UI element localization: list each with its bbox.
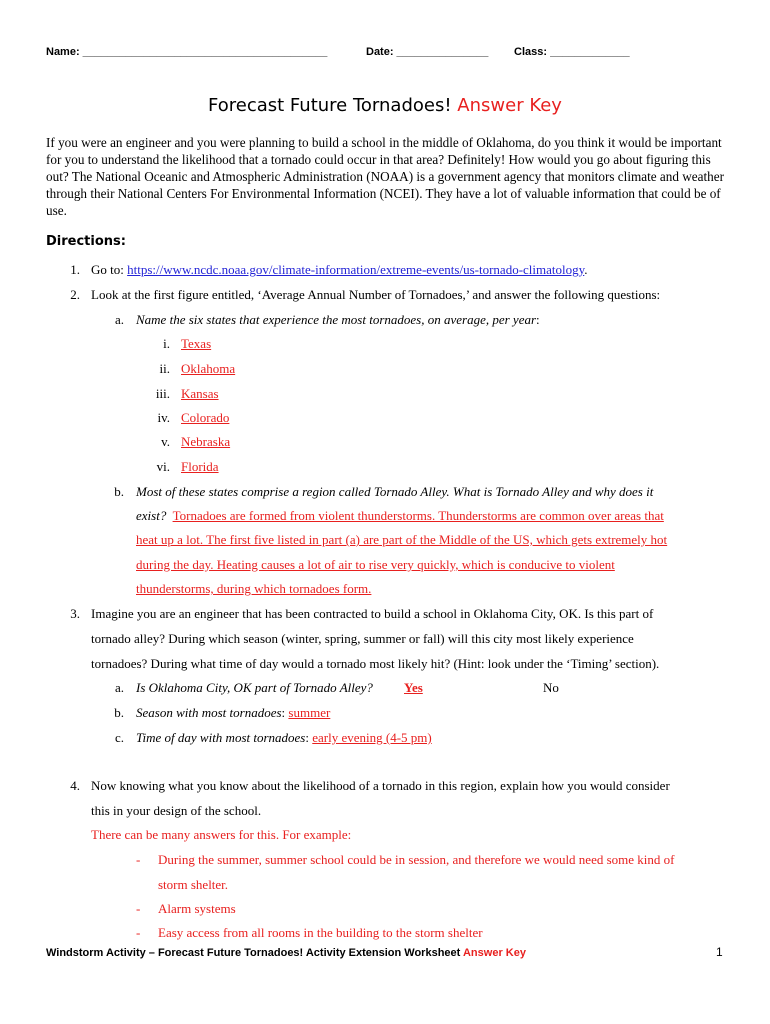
name-field-label: Name: ________________________________________: [46, 46, 328, 58]
step-4-answer-intro: There can be many answers for this. For example:: [91, 827, 352, 842]
title-main: Forecast Future Tornadoes!: [208, 95, 452, 116]
step-4-bullet-1-cont: storm shelter.: [158, 877, 229, 892]
footer-text: Windstorm Activity – Forecast Future Tornadoes! Activity Extension Worksheet: [46, 947, 461, 959]
step-2a-label: a.: [114, 312, 124, 327]
step-2b-question: Most of these states comprise a region called Tornado Alley. What is Tornado Alley and why does it: [136, 484, 654, 499]
state-4-number: iv.: [157, 410, 170, 425]
step-3c-label: c.: [114, 730, 124, 745]
state-1-answer: Texas: [181, 336, 212, 351]
date-field-label: Date: _______________: [366, 46, 489, 58]
step-2a-colon: :: [536, 312, 540, 327]
step-2a-question-text: Name the six states that experience the most tornadoes, on average, per year: [136, 312, 537, 327]
step-3a-question: Is Oklahoma City, OK part of Tornado Alley?: [136, 680, 373, 695]
step-1-period: .: [584, 262, 588, 277]
state-3-number: iii.: [155, 386, 170, 401]
class-field-label: Class: _____________: [514, 46, 630, 58]
step-1-number: 1.: [70, 262, 80, 277]
step-3b-label: b.: [114, 705, 124, 720]
state-5-number: v.: [161, 434, 170, 449]
step-2b-answer-line-2: heat up a lot. The first five listed in part (a) are part of the Middle of the US, which gets extremely hot: [136, 532, 668, 547]
step-2b-question-line-2: [136, 508, 664, 524]
step-2b-label: b.: [114, 484, 124, 499]
state-6-answer: Florida: [181, 459, 219, 474]
step-3c-question: Time of day with most tornadoes: early evening (4-5 pm): [136, 730, 432, 745]
step-4-bullet-3: Easy access from all rooms in the building to the storm shelter: [158, 925, 483, 940]
noaa-tornado-climatology-link[interactable]: https://www.ncdc.noaa.gov/climate-information/extreme-events/us-tornado-climatology: [127, 262, 585, 277]
state-3-answer: Kansas: [181, 386, 219, 401]
step-3a-answer-yes: Yes: [404, 680, 423, 695]
step-4-line-2: this in your design of the school.: [91, 803, 262, 818]
step-3-line-1: Imagine you are an engineer that has been contracted to build a school in Oklahoma City, OK. Is this part of: [91, 606, 654, 621]
step-2b-question-end: exist?: [136, 508, 167, 523]
directions-heading: Directions:: [46, 234, 126, 249]
step-3a-option-no: No: [543, 680, 559, 695]
state-1-number: i.: [163, 336, 170, 351]
step-2-text: Look at the first figure entitled, ‘Average Annual Number of Tornadoes,’ and answer the following questions:: [91, 287, 661, 302]
step-3b-question: Season with most tornadoes: summer: [136, 705, 331, 720]
step-3-line-3: tornadoes? During what time of day would a tornado most likely hit? (Hint: look under the ‘Timing’ section).: [91, 656, 660, 671]
step-1-label: Go to:: [91, 262, 128, 277]
step-4-line-1: Now knowing what you know about the likelihood of a tornado in this region, explain how you would consider: [91, 778, 670, 793]
step-3b-answer: summer: [288, 705, 331, 720]
step-3-number: 3.: [70, 606, 80, 621]
bullet-dash: -: [136, 901, 141, 916]
bullet-dash: -: [136, 925, 141, 940]
step-3a-label: a.: [114, 680, 124, 695]
step-2b-answer-line-4: thunderstorms, during which tornadoes form.: [136, 581, 372, 596]
step-3c-answer: early evening (4-5 pm): [312, 730, 432, 745]
state-4-answer: Colorado: [181, 410, 230, 425]
state-2-answer: Oklahoma: [181, 361, 236, 376]
title-answer-key: Answer Key: [457, 95, 562, 116]
step-3-line-2: tornado alley? During which season (winter, spring, summer or fall) will this city most likely experience: [91, 631, 634, 646]
step-4-number: 4.: [70, 778, 80, 793]
state-2-number: ii.: [159, 361, 170, 376]
step-2b-answer-line-3: during the day. Heating causes a lot of air to rise very quickly, which is conducive to violent: [136, 557, 615, 572]
step-2a-question: [136, 312, 540, 328]
step-3c-question-text: Time of day with most tornadoes: [136, 730, 306, 745]
footer: [46, 947, 526, 959]
intro-paragraph: If you were an engineer and you were planning to build a school in the middle of Oklahoma, do you think it would be important for you to understand the likelihood that a tornado could occur in that area? Definitely! How would you go about figuring this out? The National Oceanic and Atmospheric Administration (NOAA) is a government agency that monitors climate and weather through their National Centers For Environmental Information (NCEI). They have a lot of valuable information that could be of use.: [46, 135, 724, 218]
footer-answer-key: Answer Key: [462, 947, 526, 959]
page-title: [0, 95, 770, 116]
step-2b-answer-line-1: Tornadoes are formed from violent thunderstorms. Thunderstorms are common over areas that: [172, 508, 664, 523]
step-3b-question-text: Season with most tornadoes: [136, 705, 282, 720]
step-2-number: 2.: [70, 287, 80, 302]
page-number: 1: [716, 945, 723, 959]
state-5-answer: Nebraska: [181, 434, 231, 449]
step-4-bullet-2: Alarm systems: [158, 901, 236, 916]
state-6-number: vi.: [156, 459, 170, 474]
bullet-dash: -: [136, 852, 141, 867]
step-1-text: [91, 262, 588, 278]
step-4-bullet-1: During the summer, summer school could be in session, and therefore we would need some kind of: [158, 852, 675, 867]
